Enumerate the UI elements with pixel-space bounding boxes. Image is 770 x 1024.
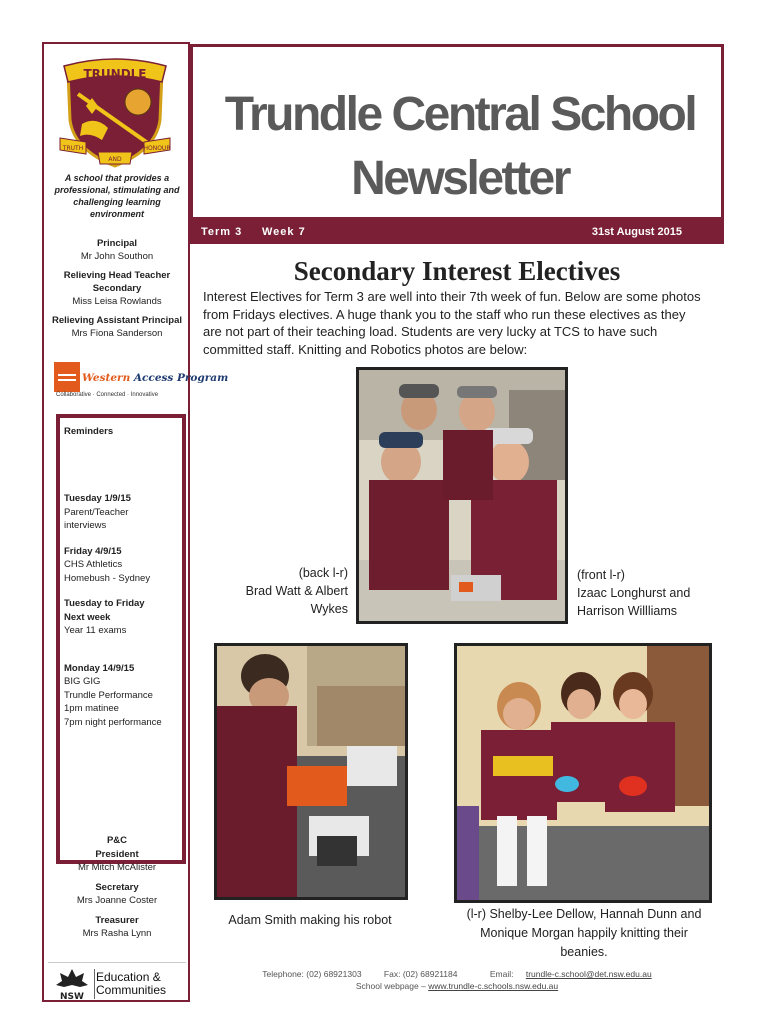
caption-adam: Adam Smith making his robot (228, 913, 392, 927)
reminders-heading: Reminders (64, 426, 114, 437)
footer-email-link[interactable]: trundle-c.school@det.nsw.edu.au (525, 969, 652, 979)
reminder-item (64, 662, 184, 730)
knitting-photo (454, 643, 712, 903)
reminder-date: Tuesday 1/9/15 (64, 493, 131, 504)
reminder-text: 7pm night performance (64, 716, 162, 728)
reminder-text: 1pm matinee (64, 703, 119, 714)
staff-role: Relieving Head Teacher Secondary (63, 270, 171, 294)
footer-email-label: Email: (489, 969, 514, 979)
newsletter-header (190, 44, 724, 220)
reminder-item (64, 597, 184, 638)
reminder-date-line2: Next week (64, 611, 111, 623)
pc-name: Mrs Rasha Lynn (82, 928, 152, 939)
reminders-box (56, 414, 186, 864)
nsw-line2: Communities (96, 983, 167, 997)
svg-text:NSW: NSW (60, 992, 84, 1002)
reminder-text: interviews (64, 520, 107, 531)
article-title: Secondary Interest Electives (293, 256, 621, 286)
title-line1: Trundle Central School (224, 88, 696, 141)
pc-name: Mrs Joanne Coster (76, 895, 158, 906)
caption-front-row (577, 566, 727, 620)
reminder-text: Parent/Teacher (64, 506, 129, 518)
staff-list (48, 237, 186, 340)
reminder-text: Homebush - Sydney (64, 572, 151, 584)
reminder-text: CHS Athletics (64, 559, 123, 570)
svg-text:AND: AND (108, 156, 122, 163)
caption-line: Wykes (310, 602, 348, 616)
issue-date: 31st August 2015 (591, 226, 682, 238)
page-title (193, 83, 727, 211)
school-motto: A school that provides a professional, stimulating and challenging learning environment (54, 173, 180, 219)
caption-line: Harrison Willliams (577, 604, 678, 618)
pc-role: Treasurer (95, 914, 139, 926)
divider (94, 969, 95, 999)
wap-subtitle: Collaborative · Connected · Innovative (56, 392, 159, 398)
pc-heading: P&C (106, 835, 128, 846)
pc-committee (48, 834, 186, 941)
caption-line: Izaac Longhurst and (577, 586, 691, 600)
students-robotics-photo (356, 367, 568, 624)
school-crest-logo (56, 58, 174, 170)
footer-web-label: School webpage – (355, 981, 429, 991)
reminder-date: Tuesday to Friday (64, 598, 145, 609)
wap-title-rest: Access Program (130, 372, 229, 384)
footer-contact (190, 968, 724, 980)
western-access-program-logo (54, 362, 229, 402)
caption-line: (front l-r) (577, 568, 625, 582)
reminders-list (64, 492, 184, 741)
week-label: Week 7 (262, 226, 306, 238)
pc-role: Secretary (95, 881, 139, 893)
caption-knitting: (l-r) Shelby-Lee Dellow, Hannah Dunn and Monique Morgan happily knitting their beanies. (466, 907, 702, 959)
footer-telephone: Telephone: (02) 68921303 (262, 969, 362, 979)
reminder-date: Monday 14/9/15 (64, 662, 135, 674)
issue-bar (190, 220, 724, 244)
caption-line: (back l-r) (298, 566, 348, 580)
footer-fax: Fax: (02) 68921184 (383, 969, 458, 979)
caption-line: Brad Watt & Albert (245, 584, 348, 598)
article-body: Interest Electives for Term 3 are well into their 7th week of fun. Below are some photos from Fridays electives. A huge thank you to the staff who run these electives as they are not part of their teaching load. Students are very lucky at TCS to have such committed staff. Knitting and Robotics photos are below: (203, 289, 701, 357)
reminder-date: Friday 4/9/15 (64, 545, 122, 557)
wap-title-western: Western (82, 372, 131, 384)
footer (190, 968, 724, 992)
robot-building-photo (214, 643, 408, 900)
caption-back-row (218, 564, 348, 618)
staff-role: Relieving Assistant Principal (51, 315, 183, 326)
svg-text:HONOUR: HONOUR (143, 145, 171, 152)
reminder-item (64, 492, 184, 533)
title-line2: Newsletter (351, 152, 569, 205)
svg-text:TRUNDLE: TRUNDLE (83, 67, 147, 81)
staff-role: Principal (96, 238, 138, 249)
reminder-text: Trundle Performance (64, 689, 153, 701)
footer-web (190, 980, 724, 992)
reminder-item (64, 545, 184, 586)
staff-name: Mr John Southon (80, 251, 154, 262)
reminder-text: Year 11 exams (64, 625, 127, 636)
footer-web-link[interactable]: www.trundle-c.schools.nsw.edu.au (428, 981, 559, 991)
pc-name: Mr Mitch McAlister (77, 862, 157, 873)
svg-text:TRUTH: TRUTH (62, 145, 84, 152)
pc-role: President (95, 848, 139, 860)
waratah-icon (54, 967, 90, 1003)
nsw-education-logo (48, 962, 186, 1002)
reminder-text: BIG GIG (64, 676, 101, 687)
staff-name: Mrs Fiona Sanderson (71, 328, 163, 339)
wap-icon (54, 362, 80, 392)
staff-name: Miss Leisa Rowlands (72, 296, 162, 307)
nsw-line1: Education & (96, 970, 161, 984)
term-label: Term 3 (201, 226, 243, 238)
